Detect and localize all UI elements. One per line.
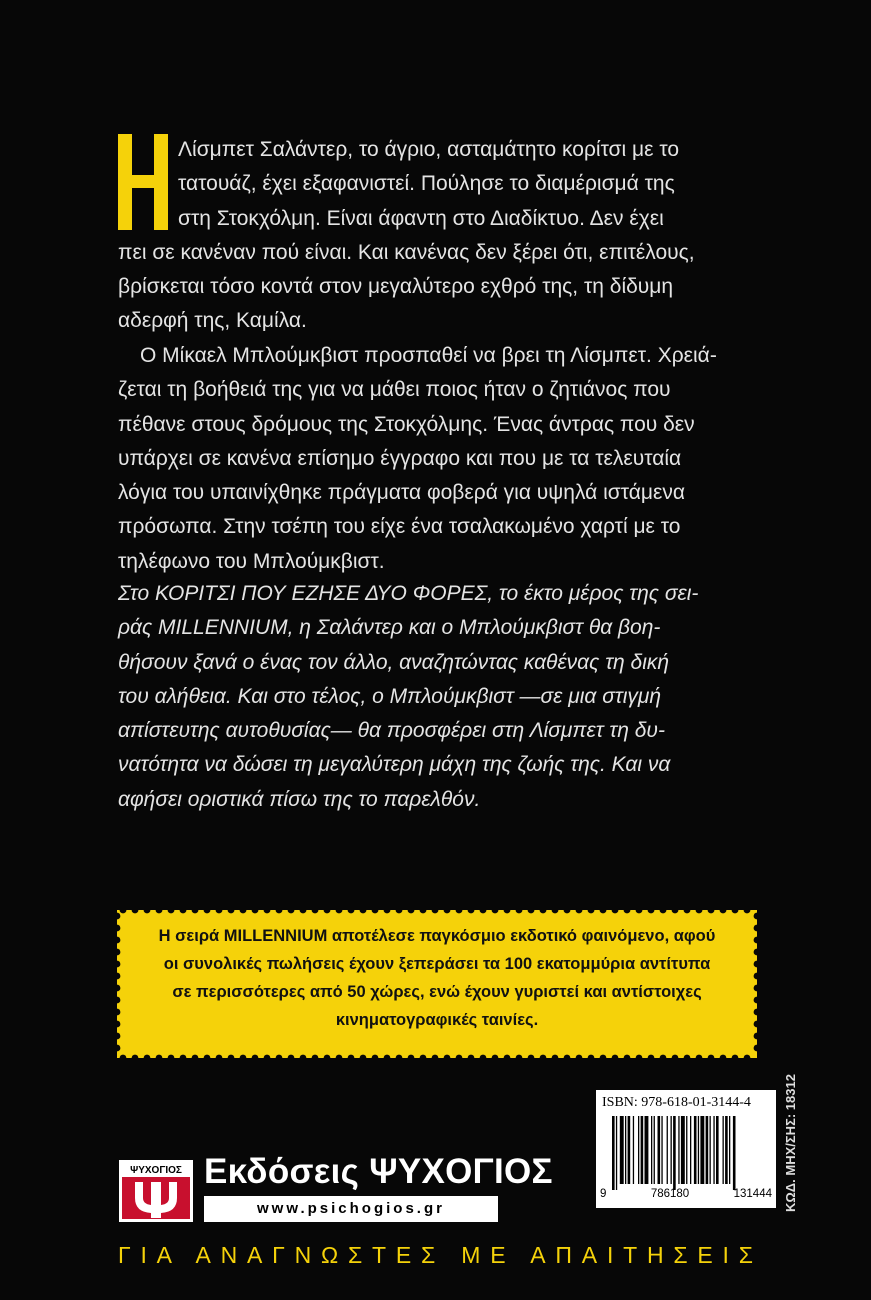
barcode-bar [654, 1116, 655, 1184]
paragraph-line: υπάρχει σε κανένα επίσημο έγγραφο και που με τα τελευταία [118, 446, 682, 470]
barcode-bar [723, 1116, 724, 1184]
paragraph-line: ζεται τη βοήθειά της για να μάθει ποιος ήταν ο ζητιάνος που [118, 378, 671, 402]
stamp-line: σε περισσότερες από 50 χώρες, ενώ έχουν γυριστεί και αντίστοιχες [172, 983, 702, 1001]
barcode-bar [633, 1116, 634, 1184]
paragraph-line: Στο ΚΟΡΙΤΣΙ ΠΟΥ ΕΖΗΣΕ ΔΥΟ ΦΟΡΕΣ, το έκτο μέρος της σει- [118, 582, 699, 605]
barcode-bar [651, 1116, 652, 1184]
barcode-bar [620, 1116, 624, 1184]
barcode-bar [716, 1116, 719, 1184]
publisher-url[interactable]: www.psichogios.gr [204, 1196, 498, 1222]
barcode-bar [667, 1116, 668, 1184]
paragraph-line: πρόσωπα. Στην τσέπη του είχε ένα τσαλακωμένο χαρτί με το [118, 515, 681, 539]
paragraph-line: πέθανε στους δρόμους της Στοκχόλμης. Ένας άντρας που δεν [118, 412, 695, 436]
barcode-bar [625, 1116, 626, 1184]
intro-line: πει σε κανέναν πού είναι. Και κανένας δεν ξέρει ότι, επιτέλους, [118, 240, 695, 264]
isbn-barcode [596, 1090, 776, 1208]
third-paragraph [118, 577, 758, 817]
barcode-bar [690, 1116, 691, 1184]
logo-wordmark: ΨΥΧΟΓΙΟΣ [130, 1165, 182, 1176]
publisher-name: Εκδόσεις ΨΥΧΟΓΙΟΣ [204, 1152, 553, 1191]
barcode-bar [713, 1116, 714, 1184]
second-paragraph [118, 339, 758, 579]
barcode-bar [686, 1116, 687, 1184]
paragraph-line: ράς MILLENNIUM, η Σαλάντερ και ο Μπλούμκβιστ θα βοη- [118, 616, 661, 640]
paragraph-line: τηλέφωνο του Μπλούμκβιστ. [118, 549, 385, 573]
intro-line: βρίσκεται τόσο κοντά στον μεγαλύτερο εχθρό της, τη δίδυμη [118, 275, 674, 299]
paragraph-line: Ο Μίκαελ Μπλούμκβιστ προσπαθεί να βρει τη Λίσμπετ. Χρειά- [140, 344, 717, 367]
paragraph-line: θήσουν ξανά ο ένας τον άλλο, αναζητώντας καθένας τη δική [118, 650, 670, 674]
intro-line: στη Στοκχόλμη. Είναι άφαντη στο Διαδίκτυο. Δεν έχει [178, 206, 664, 230]
barcode-bar [733, 1116, 736, 1190]
stamp-text [147, 922, 727, 1034]
isbn-number: ISBN: 978-618-01-3144-4 [602, 1095, 751, 1110]
barcode-bar [638, 1116, 639, 1184]
paragraph-line: του αλήθεια. Και στο τέλος, ο Μπλούμκβιστ —σε μια στιγμή [118, 684, 662, 708]
barcode-bar [671, 1116, 672, 1184]
publisher-slogan: ΓΙΑ ΑΝΑΓΝΩΣΤΕΣ ΜΕ ΑΠΑΙΤΗΣΕΙΣ [118, 1242, 763, 1268]
barcode-digits [600, 1188, 772, 1200]
barcode-bar [729, 1116, 730, 1184]
barcode-bar [710, 1116, 711, 1184]
stamp-line: Η σειρά MILLENNIUM αποτέλεσε παγκόσμιο εκδοτικό φαινόμενο, αφού [158, 927, 716, 945]
barcode-bar [645, 1116, 649, 1184]
barcode-bar [678, 1116, 679, 1184]
psichogios-logo-icon [119, 1160, 193, 1222]
barcode-bar [706, 1116, 709, 1184]
product-code: ΚΩΔ. ΜΗΧ/ΣΗΣ: 18312 [783, 1074, 798, 1212]
intro-line: τατουάζ, έχει εξαφανιστεί. Πούλησε το διαμέρισμά της [178, 172, 675, 196]
paragraph-line: νατότητα να δώσει τη μεγαλύτερη μάχη της ζωής της. Και να [118, 753, 671, 777]
intro-line: Λίσμπετ Σαλάντερ, το άγριο, ασταμάτητο κορίτσι με το [178, 138, 679, 161]
millennium-stamp-box [117, 910, 757, 1058]
intro-paragraph [118, 133, 758, 339]
barcode-digit-group: 786180 [650, 1188, 690, 1200]
barcode-bar [725, 1116, 728, 1184]
intro-line: αδερφή της, Καμίλα. [118, 309, 307, 333]
barcode-digit-group: 131444 [733, 1188, 772, 1200]
barcode-bar [612, 1116, 615, 1190]
stamp-line: οι συνολικές πωλήσεις έχουν ξεπεράσει τα 100 εκατομμύρια αντίτυπα [163, 955, 711, 973]
barcode-bar [641, 1116, 644, 1184]
barcode-bar [616, 1116, 617, 1190]
barcode-bar [700, 1116, 704, 1184]
barcode-bar [694, 1116, 697, 1184]
barcode-digit-group: 9 [600, 1188, 607, 1200]
barcode-bar [658, 1116, 661, 1184]
barcode-bar [673, 1116, 676, 1190]
barcode-bar [628, 1116, 631, 1184]
stamp-line: κινηματογραφικές ταινίες. [335, 1011, 539, 1029]
paragraph-line: αφήσει οριστικά πίσω της το παρελθόν. [118, 787, 481, 811]
paragraph-line: λόγια του υπαινίχθηκε πράγματα φοβερά για υψηλά ιστάμενα [118, 481, 685, 505]
barcode-bar [661, 1116, 662, 1184]
barcode-bar [681, 1116, 685, 1184]
paragraph-line: απίστευτης αυτοθυσίας— θα προσφέρει στη Λίσμπετ τη δυ- [118, 719, 665, 743]
barcode-bar [698, 1116, 699, 1184]
